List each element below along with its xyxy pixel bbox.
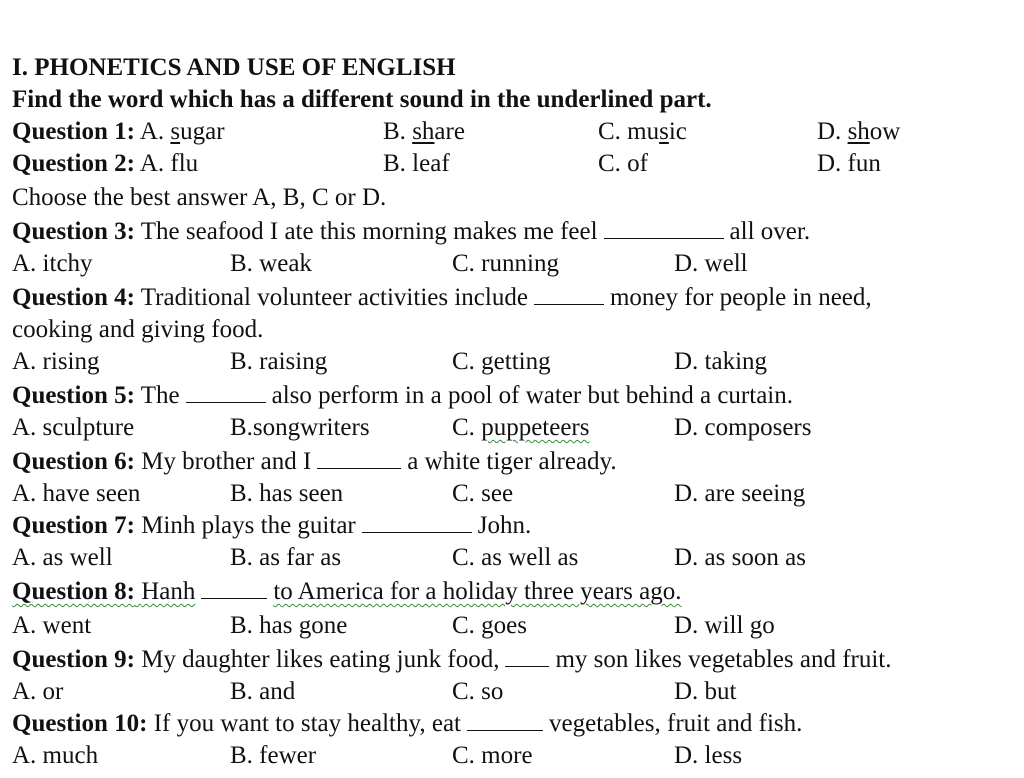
option-c: C. goes <box>452 612 527 639</box>
question-label: Question 6: <box>12 448 135 475</box>
answer-blank <box>317 446 401 469</box>
instruction-choose: Choose the best answer A, B, C or D. <box>12 184 387 211</box>
option-c: C. running <box>452 250 559 277</box>
answer-blank <box>362 510 472 533</box>
question-7: Question 7: Minh plays the guitar John. <box>12 512 532 539</box>
question-10: Question 10: If you want to stay healthy, eat vegetables, fruit and fish. <box>12 710 803 737</box>
option-c: C. as well as <box>452 544 579 571</box>
option-c: C. of <box>598 150 648 177</box>
question-label: Question 5: <box>12 382 135 409</box>
question-3: Question 3: The seafood I ate this morning makes me feel all over. <box>12 218 811 245</box>
option-a: A. sculpture <box>12 414 135 441</box>
question-8: Question 8: Hanh to America for a holiday three years ago. <box>12 578 682 605</box>
option-a: A. much <box>12 742 99 769</box>
option-b: B. weak <box>230 250 312 277</box>
option-d: D. but <box>674 678 737 705</box>
question-9-options <box>0 676 1024 708</box>
answer-blank <box>467 708 543 731</box>
option-a: A. flu <box>139 150 199 177</box>
question-4-options <box>0 346 1024 378</box>
option-b: B.songwriters <box>230 414 370 441</box>
answer-blank <box>186 380 266 403</box>
answer-blank <box>604 216 724 239</box>
instruction-pronunciation: Find the word which has a different sound in the underlined part. <box>12 86 712 113</box>
question-label: Question 1: <box>12 118 135 145</box>
question-10-options <box>0 740 1024 772</box>
option-d: D. less <box>674 742 743 769</box>
question-1 <box>0 116 1024 148</box>
answer-blank <box>505 644 549 667</box>
option-a: A. went <box>12 612 92 639</box>
option-d: D. as soon as <box>674 544 806 571</box>
question-label: Question 2: <box>12 150 135 177</box>
question-4-continued: cooking and giving food. <box>12 316 264 343</box>
option-c: C. music <box>598 118 687 145</box>
question-6: Question 6: My brother and I a white tiger already. <box>12 448 617 475</box>
question-2 <box>0 148 1024 180</box>
option-d: D. show <box>817 118 901 145</box>
question-7-options <box>0 542 1024 574</box>
option-d: D. composers <box>674 414 812 441</box>
option-c: C. puppeteers <box>452 414 590 441</box>
question-label: Question 9: <box>12 646 135 673</box>
question-5-options <box>0 412 1024 444</box>
question-4: Question 4: Traditional volunteer activities include money for people in need, <box>12 284 872 311</box>
question-5: Question 5: The also perform in a pool of water but behind a curtain. <box>12 382 793 409</box>
answer-blank <box>201 576 267 599</box>
question-3-options <box>0 248 1024 280</box>
option-a: A. have seen <box>12 480 141 507</box>
option-b: B. has gone <box>230 612 348 639</box>
option-b: B. leaf <box>383 150 450 177</box>
option-a: A. or <box>12 678 64 705</box>
option-b: B. as far as <box>230 544 342 571</box>
question-label: Question 7: <box>12 512 135 539</box>
option-c: C. more <box>452 742 533 769</box>
option-b: B. share <box>383 118 465 145</box>
question-label: Question 3: <box>12 218 135 245</box>
question-9: Question 9: My daughter likes eating junk food, my son likes vegetables and fruit. <box>12 646 892 673</box>
option-a: A. sugar <box>139 118 225 145</box>
answer-blank <box>534 282 604 305</box>
option-d: D. fun <box>817 150 881 177</box>
question-label: Question 10: <box>12 710 148 737</box>
option-c: C. so <box>452 678 504 705</box>
option-c: C. see <box>452 480 514 507</box>
section-title: I. PHONETICS AND USE OF ENGLISH <box>12 54 456 81</box>
option-d: D. taking <box>674 348 768 375</box>
option-b: B. fewer <box>230 742 317 769</box>
option-d: D. well <box>674 250 748 277</box>
question-8-options <box>0 610 1024 642</box>
option-d: D. will go <box>674 612 775 639</box>
option-a: A. as well <box>12 544 113 571</box>
option-b: B. and <box>230 678 296 705</box>
option-b: B. has seen <box>230 480 344 507</box>
option-a: A. itchy <box>12 250 93 277</box>
option-d: D. are seeing <box>674 480 806 507</box>
question-label: Question 4: <box>12 284 135 311</box>
option-b: B. raising <box>230 348 328 375</box>
option-c: C. getting <box>452 348 551 375</box>
question-6-options <box>0 478 1024 510</box>
question-label: Question 8: <box>12 578 135 605</box>
option-a: A. rising <box>12 348 100 375</box>
